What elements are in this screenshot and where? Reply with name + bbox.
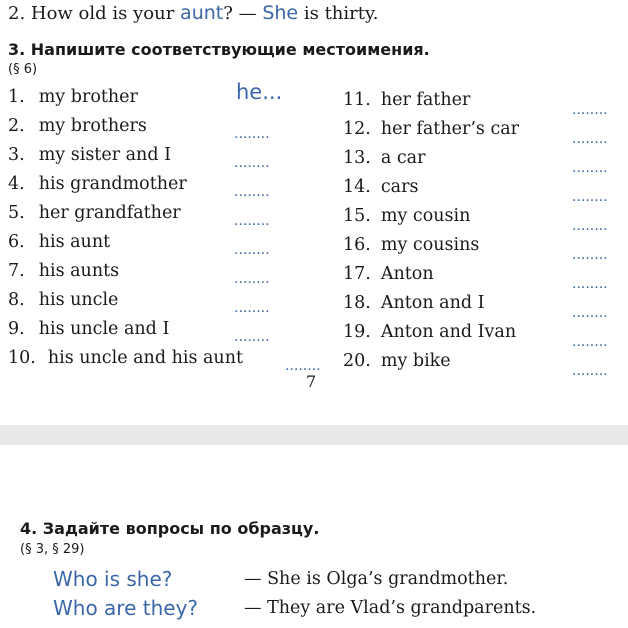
example-question: Who are they? (53, 596, 199, 620)
answer-blank[interactable]: ........ (572, 247, 608, 263)
pronoun-item-12 (343, 118, 519, 140)
pronoun-item-17 (343, 263, 434, 285)
pronoun-item-5 (8, 202, 181, 224)
answer-blank[interactable]: ........ (285, 358, 321, 374)
answer-blank[interactable]: ........ (234, 242, 270, 258)
item-number: 18. (343, 293, 371, 313)
exercise-4-title: 4. Задайте вопросы по образцу. (20, 519, 320, 538)
answer-blank[interactable]: ........ (572, 189, 608, 205)
line-text-middle: ? — (223, 3, 263, 24)
pronoun-item-1 (8, 86, 138, 108)
item-text: my cousins (380, 235, 480, 255)
item-text: a car (380, 148, 426, 168)
previous-exercise-line (8, 2, 378, 24)
answer-blank[interactable]: ........ (572, 276, 608, 292)
item-text: his aunt (38, 232, 111, 252)
example-answer: — They are Vlad’s grandparents. (244, 598, 537, 618)
pronoun-item-4 (8, 173, 187, 195)
answer-blank[interactable]: ........ (234, 271, 270, 287)
pronoun-item-20 (343, 350, 451, 372)
item-number: 16. (343, 235, 371, 255)
pronoun-item-18 (343, 292, 485, 314)
item-number: 6. (8, 232, 25, 252)
pronoun-item-15 (343, 205, 470, 227)
answer-blank[interactable]: ........ (572, 131, 608, 147)
pronoun-item-11 (343, 89, 470, 111)
item-text: her father (380, 90, 471, 110)
item-text: my brothers (38, 116, 147, 136)
item-number: 10. (8, 348, 36, 368)
item-number: 15. (343, 206, 371, 226)
example-question: Who is she? (53, 567, 173, 591)
answer-blank[interactable]: ........ (572, 218, 608, 234)
answer-blank[interactable]: ........ (572, 363, 608, 379)
item-number: 4. (8, 174, 25, 194)
item-number: 2. (8, 116, 25, 136)
item-text: Anton (380, 264, 434, 284)
item-text: her grandfather (38, 203, 181, 223)
answer-she: She (262, 2, 299, 24)
answer-blank[interactable]: ........ (572, 102, 608, 118)
item-number: 12. (343, 119, 371, 139)
answer-blank[interactable]: ........ (234, 329, 270, 345)
item-number: 19. (343, 322, 371, 342)
pronoun-item-14 (343, 176, 418, 198)
answer-blank[interactable]: ........ (234, 300, 270, 316)
pronoun-item-19 (343, 321, 516, 343)
answer-blank[interactable]: ........ (572, 305, 608, 321)
page-divider (0, 425, 628, 445)
answer-blank[interactable]: ........ (572, 160, 608, 176)
item-number: 3. (8, 145, 25, 165)
pronoun-item-3 (8, 144, 171, 166)
pronoun-item-9 (8, 318, 169, 340)
answer-aunt: aunt (180, 2, 224, 24)
pronoun-item-2 (8, 115, 147, 137)
handwritten-answer: he... (236, 80, 283, 104)
page-number: 7 (306, 372, 317, 391)
item-number: 20. (343, 351, 371, 371)
answer-blank[interactable]: ........ (234, 155, 270, 171)
item-text: her father’s car (380, 119, 520, 139)
pronoun-item-13 (343, 147, 425, 169)
pronoun-item-16 (343, 234, 479, 256)
exercise-3-title: 3. Напишите соответствующие местоимения. (8, 40, 430, 59)
answer-blank[interactable]: ........ (572, 334, 608, 350)
pronoun-item-8 (8, 289, 118, 311)
answer-blank[interactable]: ........ (234, 126, 270, 142)
item-text: his uncle (38, 290, 119, 310)
item-text: his aunts (38, 261, 120, 281)
item-text: my sister and I (38, 145, 172, 165)
exercise-3-reference: (§ 6) (8, 62, 38, 77)
item-number: 8. (8, 290, 25, 310)
item-number: 14. (343, 177, 371, 197)
item-number: 5. (8, 203, 25, 223)
item-text: Anton and I (380, 293, 485, 313)
item-text: my brother (38, 87, 138, 107)
item-number: 9. (8, 319, 25, 339)
answer-blank[interactable]: ........ (234, 184, 270, 200)
workbook-page-bottom (0, 445, 628, 628)
example-answer: — She is Olga’s grandmother. (244, 569, 509, 589)
item-number: 7. (8, 261, 25, 281)
item-number: 17. (343, 264, 371, 284)
pronoun-item-10 (8, 347, 243, 369)
item-text: Anton and Ivan (380, 322, 517, 342)
pronoun-item-6 (8, 231, 110, 253)
item-number: 1. (8, 87, 25, 107)
item-text: his uncle and his aunt (47, 348, 244, 368)
item-number: 11. (343, 90, 371, 110)
exercise-4-reference: (§ 3, § 29) (20, 542, 85, 557)
item-text: cars (380, 177, 419, 197)
item-text: my bike (380, 351, 451, 371)
answer-blank[interactable]: ........ (234, 213, 270, 229)
pronoun-item-7 (8, 260, 119, 282)
line-text-end: is thirty. (298, 3, 379, 24)
line-text-start: 2. How old is your (8, 3, 181, 24)
item-text: my cousin (380, 206, 471, 226)
item-number: 13. (343, 148, 371, 168)
item-text: his grandmother (38, 174, 187, 194)
item-text: his uncle and I (38, 319, 170, 339)
